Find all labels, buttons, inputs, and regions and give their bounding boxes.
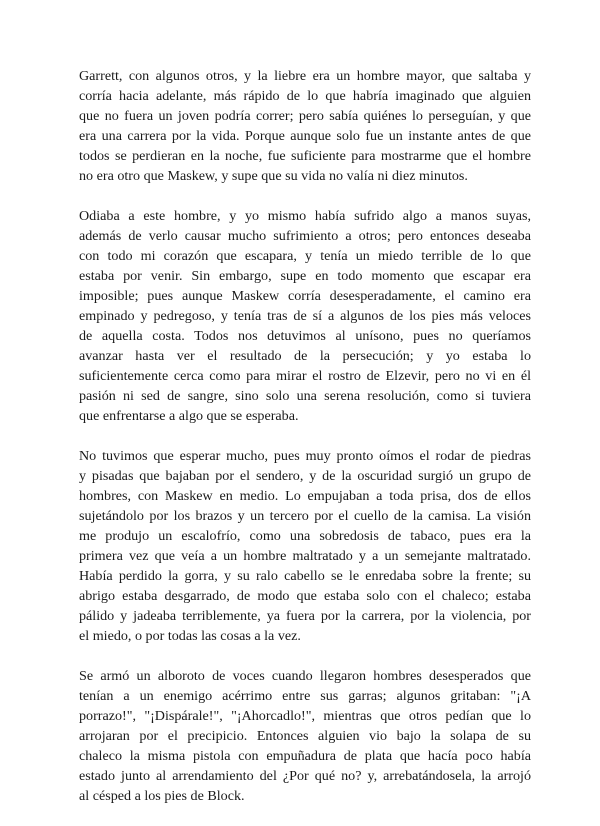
text-line: el miedo, o por todas las cosas a la vez.: [79, 628, 301, 644]
text-line: No tuvimos que esperar mucho, pues muy pronto oímos el rodar de piedras: [79, 448, 531, 464]
text-line: hombres, con Maskew en medio. Lo empujaban a toda prisa, dos de ellos: [79, 488, 531, 504]
text-line: me produjo un escalofrío, como una sobredosis de tabaco, pues era la: [79, 528, 531, 544]
text-line: primera vez que veía a un hombre maltratado y a un semejante maltratado.: [79, 548, 531, 564]
text-line: empinado y pedregoso, y tenía tras de sí a algunos de los pies más veloces: [79, 308, 531, 324]
text-line: con todo mi corazón que escapara, y tenía un miedo terrible de lo que: [79, 248, 531, 264]
text-line: avanzar hasta ver el resultado de la persecución; y yo estaba lo: [79, 348, 531, 364]
text-line: sujetándolo por los brazos y un tercero por el cuello de la camisa. La visión: [79, 508, 531, 524]
paragraph: [79, 446, 531, 646]
text-line: suficientemente cerca como para mirar el rostro de Elzevir, pero no vi en él: [79, 368, 531, 384]
text-line: además de verlo causar mucho sufrimiento a otros; pero entonces deseaba: [79, 228, 531, 244]
text-line: Odiaba a este hombre, y yo mismo había sufrido algo a manos suyas,: [79, 208, 531, 224]
text-line: pasión ni sed de sangre, sino solo una serena resolución, como si tuviera: [79, 388, 531, 404]
text-line: arrojaran por el precipicio. Entonces alguien vio bajo la solapa de su: [79, 728, 531, 744]
text-line: Se armó un alboroto de voces cuando llegaron hombres desesperados que: [79, 668, 531, 684]
text-line: estado junto al arrendamiento del ¿Por qué no? y, arrebatándosela, la arrojó: [79, 768, 531, 784]
text-line: chaleco la misma pistola con empuñadura de plata que hacía poco había: [79, 748, 531, 764]
text-line: estaba por venir. Sin embargo, supe en todo momento que escapar era: [79, 268, 531, 284]
paragraph: [79, 66, 531, 186]
text-line: todos se perdieran en la noche, fue suficiente para mostrarme que el hombre: [79, 148, 531, 164]
text-line: al césped a los pies de Block.: [79, 788, 245, 804]
text-line: era una carrera por la vida. Porque aunque solo fue un instante antes de que: [79, 128, 531, 144]
document-page: [79, 66, 531, 826]
text-line: abrigo estaba desgarrado, de modo que estaba solo con el chaleco; estaba: [79, 588, 531, 604]
text-line: Había perdido la gorra, y su ralo cabello se le enredaba sobre la frente; su: [79, 568, 531, 584]
text-line: corría hacia adelante, más rápido de lo que habría imaginado que alguien: [79, 88, 531, 104]
paragraph: [79, 666, 531, 806]
text-line: no era otro que Maskew, y supe que su vida no valía ni diez minutos.: [79, 168, 468, 184]
text-line: pálido y jadeaba terriblemente, ya fuera por la carrera, por la violencia, por: [79, 608, 531, 624]
text-line: que enfrentarse a algo que se esperaba.: [79, 408, 299, 424]
text-line: Garrett, con algunos otros, y la liebre era un hombre mayor, que saltaba y: [79, 68, 531, 84]
text-line: de aquella costa. Todos nos detuvimos al unísono, pues no queríamos: [79, 328, 531, 344]
paragraph: [79, 206, 531, 426]
text-line: tenían a un enemigo acérrimo entre sus garras; algunos gritaban: "¡A: [79, 688, 531, 704]
text-line: y pisadas que bajaban por el sendero, y de la oscuridad surgió un grupo de: [79, 468, 531, 484]
text-line: porrazo!", "¡Dispárale!", "¡Ahorcadlo!", mientras que otros pedían que lo: [79, 708, 531, 724]
text-line: que no fuera un joven podría correr; pero sabía quiénes lo perseguían, y que: [79, 108, 531, 124]
text-line: imposible; pues aunque Maskew corría desesperadamente, el camino era: [79, 288, 531, 304]
